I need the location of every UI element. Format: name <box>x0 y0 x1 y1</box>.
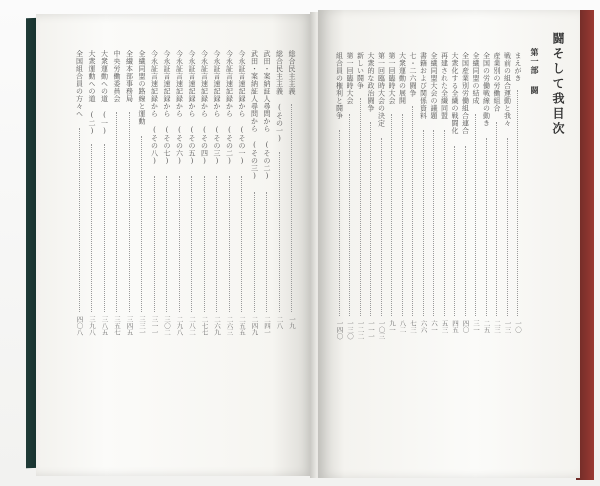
toc-leader-dots <box>79 128 81 312</box>
toc-page-number: 二六三 <box>225 316 234 336</box>
toc-page-number: 三三一 <box>138 316 146 336</box>
toc-page-number: 四〇八 <box>75 316 84 336</box>
toc-leader-dots <box>154 176 156 312</box>
toc-leader-dots <box>402 114 404 316</box>
toc-entry: 大衆運動への道 (二) <box>88 50 96 136</box>
toc-page-number: 一一一 <box>367 320 375 340</box>
toc-leader-dots <box>291 104 293 312</box>
toc-entry: 戦前の組合運動と我々 <box>503 52 512 127</box>
toc-leader-dots <box>412 106 414 316</box>
toc-page-number: 四〇 <box>461 320 470 333</box>
toc-entry: 再建された全繊同盟 <box>440 52 449 120</box>
toc-entry: 全国産業別労働組合連合 <box>461 52 470 135</box>
toc-leader-dots <box>517 90 519 316</box>
toc-page-number: 二四九 <box>250 316 259 336</box>
toc-entry: 今永証言速記録から (その四) <box>200 50 209 166</box>
toc-entry: 今永証言速記録から (その一) <box>238 50 246 166</box>
toc-page-number: 二八二 <box>188 316 196 336</box>
toc-leader-dots <box>465 146 467 316</box>
toc-leader-dots <box>496 122 498 316</box>
toc-page-number: 二三 <box>493 320 501 333</box>
toc-entry: 大衆運動への道 (一) <box>100 50 109 136</box>
toc-entry: 今永証言速記録から (その六) <box>175 50 184 166</box>
toc-entry: 武田・案納証人尋問から (その三) <box>250 50 259 181</box>
toc-page-number: 三五七 <box>113 316 121 336</box>
toc-leader-dots <box>433 130 435 316</box>
toc-page-number: 一九 <box>288 316 296 329</box>
toc-leader-dots <box>423 130 425 316</box>
toc-leader-dots <box>229 176 231 312</box>
toc-page-number: 八二 <box>398 320 407 333</box>
toc-page-number: 九一 <box>388 320 396 333</box>
toc-page-number: 七三 <box>409 320 417 333</box>
toc-entry: 大衆運動の展開 <box>398 52 407 105</box>
toc-entry: 総合民主主義 <box>288 50 296 95</box>
toc-page-number: 二四一 <box>263 316 271 336</box>
toc-page-number: 五三 <box>440 320 449 333</box>
toc-leader-dots <box>104 144 106 312</box>
toc-page-number: 三四五 <box>125 316 134 336</box>
toc-page-number: 六六 <box>419 320 428 333</box>
toc-entry: 七・二六闘争 <box>409 52 417 97</box>
toc-entry: 全国組合員の方々へ <box>75 50 84 118</box>
toc-page-number: 三八五 <box>100 316 109 336</box>
toc-page-number: 一四〇 <box>335 320 344 340</box>
toc-entry: 今永証言速記録から (その七) <box>163 50 171 166</box>
toc-leader-dots <box>349 114 351 316</box>
toc-leader-dots <box>204 176 206 312</box>
toc-entry: 書籍および関係資料 <box>419 52 428 120</box>
toc-page-number: 四五 <box>451 320 459 333</box>
toc-leader-dots <box>486 138 488 316</box>
toc-leader-dots <box>507 138 509 316</box>
toc-entry: 第一回臨時大会 <box>388 52 396 105</box>
toc-leader-dots <box>191 176 193 312</box>
toc-page-number: 二六九 <box>213 316 221 336</box>
toc-entry: 大衆化する全繊の戦闘化 <box>451 52 459 135</box>
toc-entry: 武田・案納証人尋問から (その二) <box>263 50 271 181</box>
toc-leader-dots <box>444 130 446 316</box>
toc-entry: 中央労働委員会 <box>113 50 121 103</box>
toc-page-number: 三一一 <box>150 316 159 336</box>
toc-page-number: 三一 <box>472 320 480 333</box>
toc-leader-dots <box>279 152 281 312</box>
toc-page-number: 二七七 <box>200 316 209 336</box>
toc-page-number: 一二二 <box>356 320 365 340</box>
toc-leader-dots <box>241 176 243 312</box>
toc-leader-dots <box>216 176 218 312</box>
toc-page-number: 一三 <box>503 320 512 333</box>
toc-leader-dots <box>475 114 477 316</box>
toc-leader-dots <box>266 192 268 312</box>
toc-entry: 組合員の権利と闘争 <box>335 52 344 120</box>
toc-page-number: 一〇三 <box>377 320 386 340</box>
toc-entry: 総合民主主義 (その一) <box>275 50 284 143</box>
toc-entry: 第一回臨時大会 <box>346 52 354 105</box>
toc-leader-dots <box>129 112 131 312</box>
toc-entry: 産業別の労働組合 <box>493 52 501 112</box>
toc-page-number: 三〇二 <box>163 316 171 336</box>
toc-page-number: 一〇 <box>514 320 522 333</box>
toc-page-number: 三九八 <box>88 316 96 336</box>
toc-entry: 全繊同盟の路線と運動 <box>138 50 146 125</box>
toc-leader-dots <box>381 138 383 316</box>
toc-leader-dots <box>91 144 93 312</box>
toc-leader-dots <box>370 122 372 316</box>
toc-leader-dots <box>141 136 143 312</box>
right-page <box>318 10 580 478</box>
toc-title: 闘そして我目次 <box>551 32 565 137</box>
toc-leader-dots <box>166 176 168 312</box>
toc-entry: 今永証言速記録から (その八) <box>150 50 159 166</box>
toc-entry: 全繊同盟の結成 <box>472 52 480 105</box>
toc-entry: まえがき <box>514 52 522 82</box>
toc-page-number: 六一 <box>430 320 438 333</box>
toc-leader-dots <box>254 192 256 312</box>
toc-page-number: 二五 <box>482 320 491 333</box>
toc-leader-dots <box>116 112 118 312</box>
toc-entry: 全繊本部事務局 <box>125 50 134 103</box>
toc-leader-dots <box>360 98 362 316</box>
toc-entry: 今永証言速記録から (その五) <box>188 50 196 166</box>
toc-page-number: 一三〇 <box>346 320 354 340</box>
toc-entry: 第一回臨時大会の決定 <box>377 52 386 127</box>
toc-page-number: 二九八 <box>175 316 184 336</box>
toc-leader-dots <box>454 146 456 316</box>
toc-leader-dots <box>391 114 393 316</box>
toc-entry: 新しい闘争 <box>356 52 365 90</box>
toc-entry: 今永証言速記録から (その三) <box>213 50 221 166</box>
toc-entry: 今永証言速記録から (その二) <box>225 50 234 166</box>
left-page <box>36 14 314 476</box>
toc-leader-dots <box>339 130 341 316</box>
toc-leader-dots <box>179 176 181 312</box>
toc-entry: 全繊同盟大会の議題 <box>430 52 438 120</box>
toc-entry: 全国の労働戦線の動き <box>482 52 491 127</box>
part-heading: 第一部 闘 <box>530 48 540 95</box>
toc-page-number: 二八 <box>275 316 284 329</box>
toc-page-number: 二五五 <box>238 316 246 336</box>
toc-entry: 大衆的な政治闘争 <box>367 52 375 112</box>
